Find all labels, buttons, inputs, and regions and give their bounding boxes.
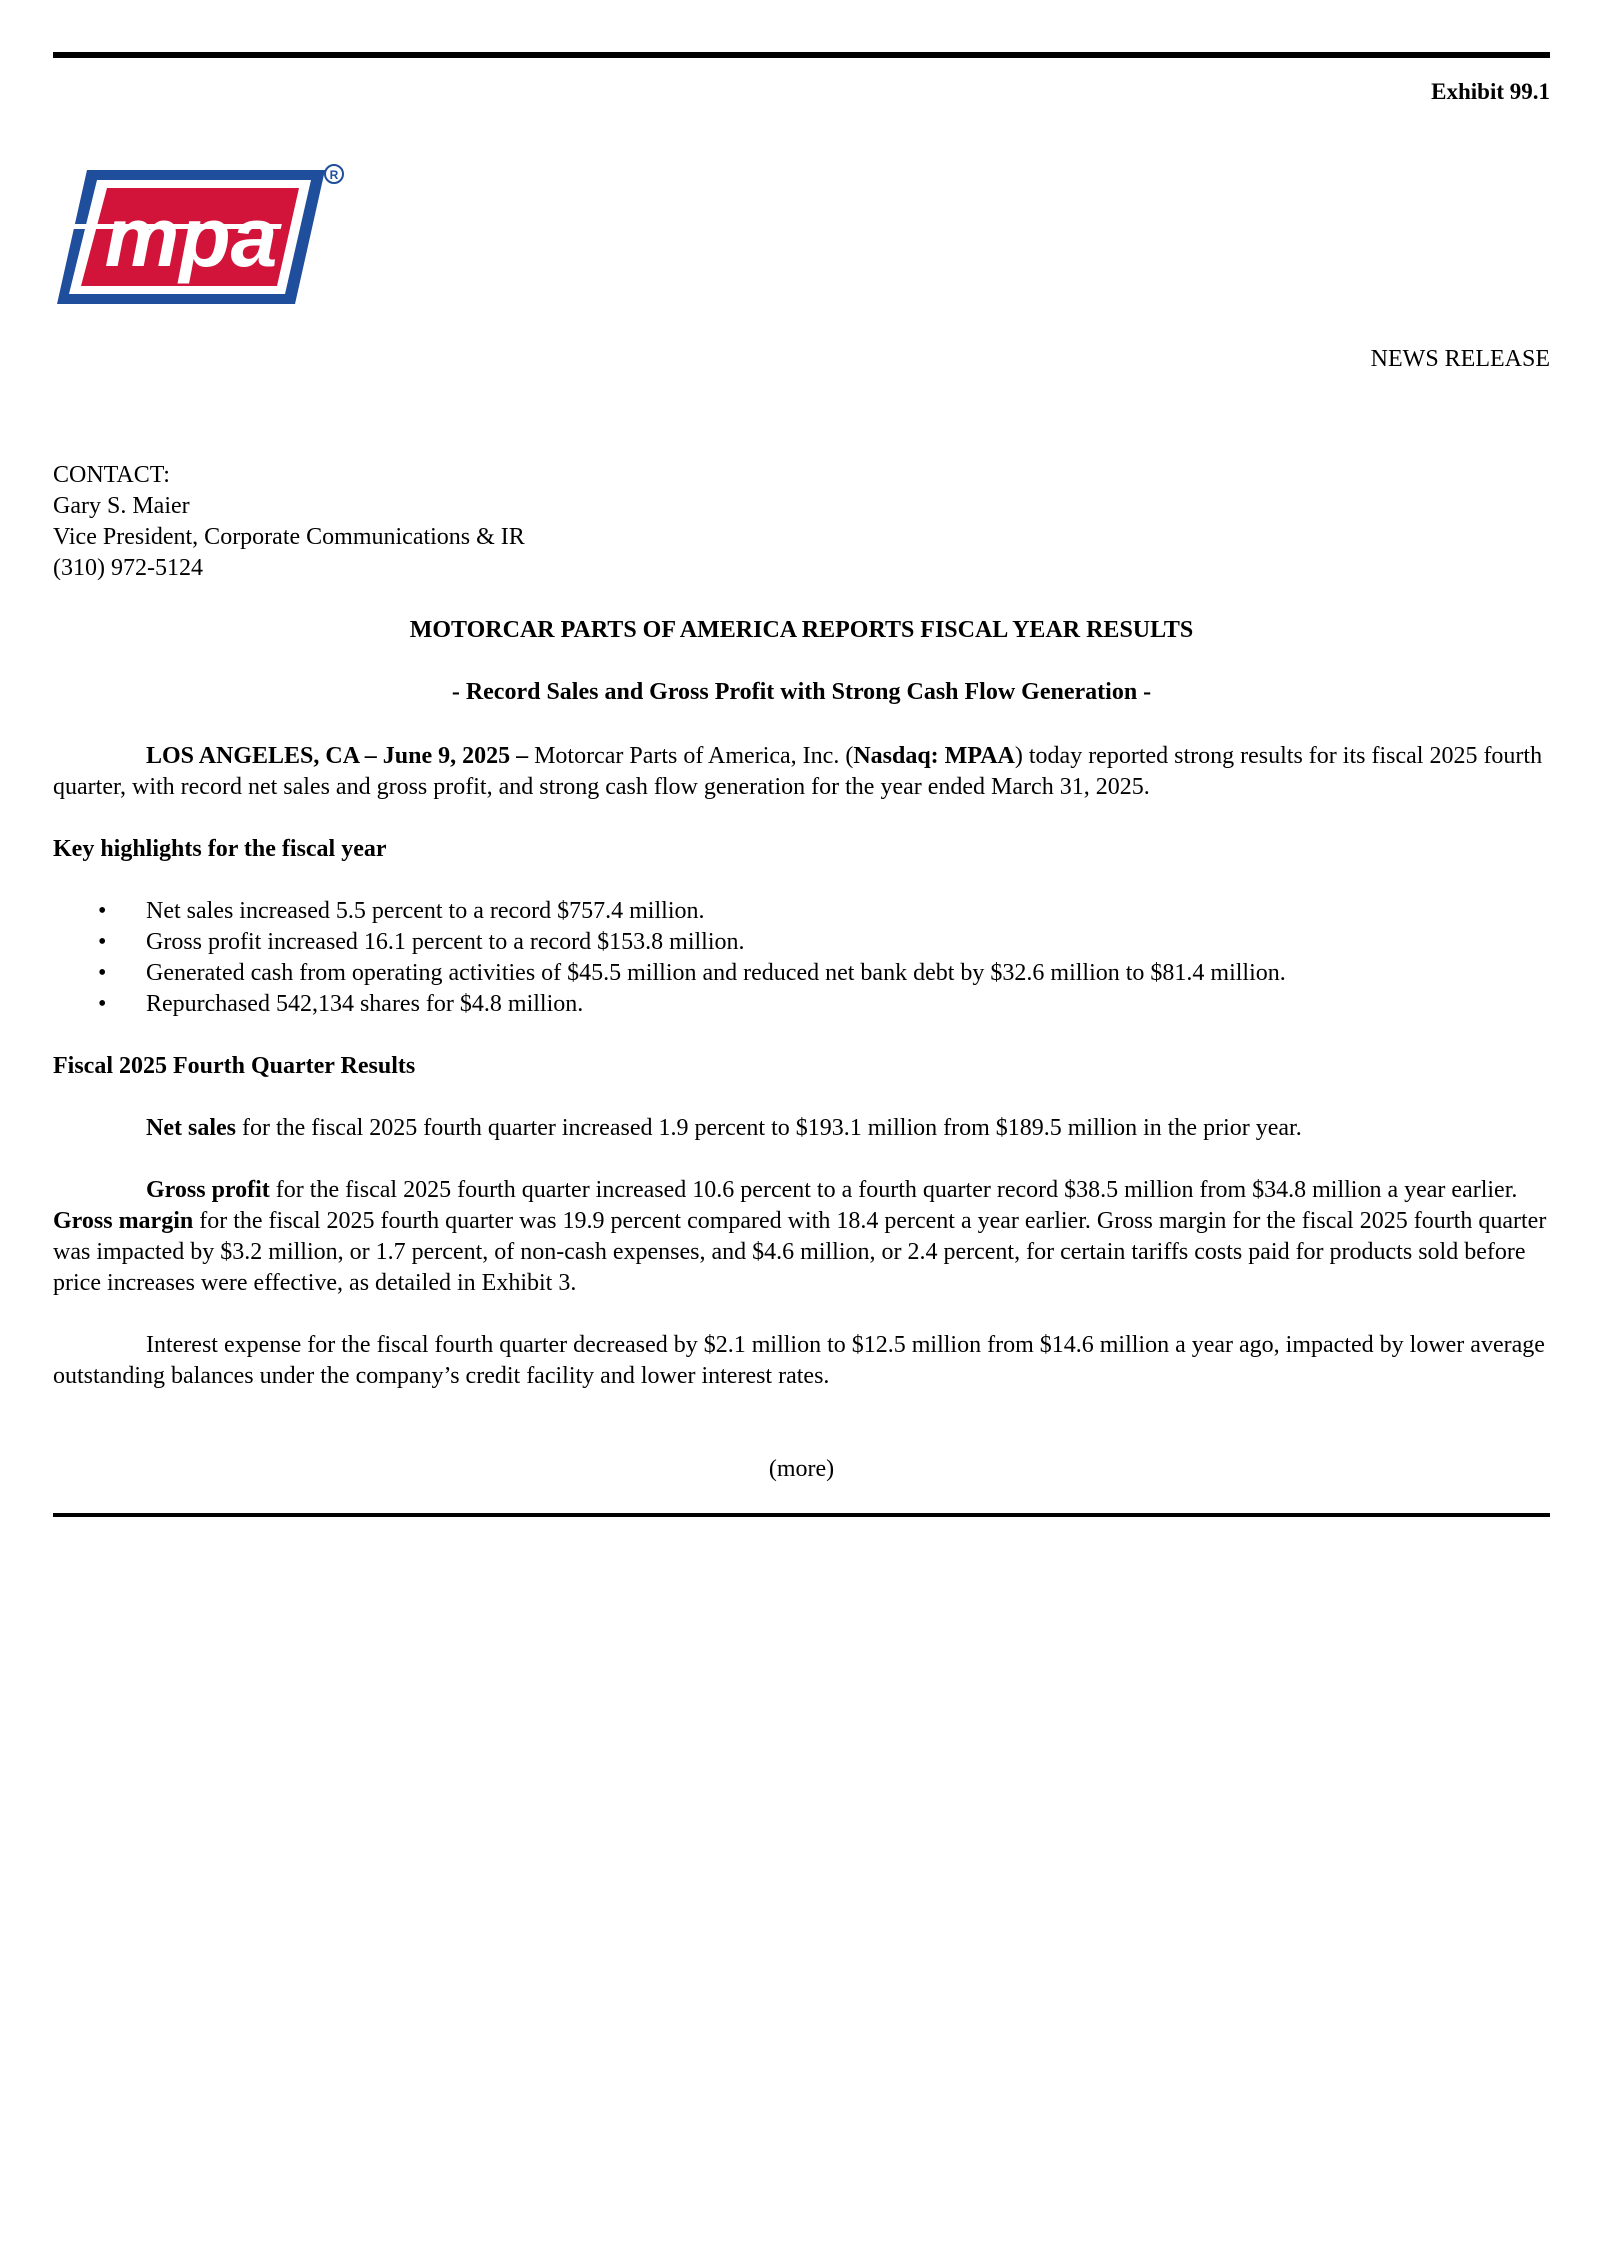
svg-text:R: R [329,168,339,182]
contact-name: Gary S. Maier [53,493,190,519]
news-release-label: NEWS RELEASE [1370,346,1550,372]
gross-profit-text: for the fiscal 2025 fourth quarter increased 10.6 percent to a fourth quarter record $38.5 million from $34.8 million a year earlier. [269,1177,1518,1203]
bullet-icon: • [98,929,107,955]
gross-profit-label: Gross profit [146,1177,270,1203]
gross-margin-label: Gross margin [53,1208,194,1234]
list-item [53,989,1550,1020]
intro-paragraph [53,741,1550,803]
contact-label: CONTACT: [53,462,170,488]
exhibit-label: Exhibit 99.1 [1431,79,1550,104]
bullet-icon: • [98,960,107,986]
contact-block [53,460,525,584]
highlight-text: Net sales increased 5.5 percent to a record $757.4 million. [146,898,705,924]
intro-text-1: Motorcar Parts of America, Inc. ( [528,743,854,769]
net-sales-label: Net sales [146,1115,236,1141]
list-item [53,958,1550,989]
gross-margin-text: for the fiscal 2025 fourth quarter was 19.9 percent compared with 18.4 percent a year earlier. Gross margin for the fiscal 2025 fourth quarter was impacted by $3.2 million, or 1.7 percent, of non-cash expenses, and $4.6 million, or 2.4 percent, for certain tariffs costs paid for products sold before price increases were effective, as detailed in Exhibit 3. [53,1208,1547,1296]
bullet-icon: • [98,898,107,924]
top-rule [53,52,1550,58]
q4-heading: Fiscal 2025 Fourth Quarter Results [53,1053,416,1079]
document-page [53,52,1550,1482]
highlight-text: Repurchased 542,134 shares for $4.8 million. [146,991,584,1017]
more-label: (more) [768,1456,835,1482]
headline-title: MOTORCAR PARTS OF AMERICA REPORTS FISCAL YEAR RESULTS [409,617,1194,643]
contact-phone: (310) 972-5124 [53,555,203,581]
list-item [53,896,1550,927]
mpa-logo [55,162,345,312]
highlights-heading: Key highlights for the fiscal year [53,836,387,862]
net-sales-paragraph [53,1113,1550,1144]
ticker: Nasdaq: MPAA [853,743,1015,769]
logo-text: mpa [104,190,278,284]
bottom-rule-wrap [53,1513,1550,1517]
highlights-list [53,896,1550,1020]
contact-title: Vice President, Corporate Communications & IR [53,524,525,550]
list-item [53,927,1550,958]
headline-subtitle: - Record Sales and Gross Profit with Strong Cash Flow Generation - [451,679,1152,705]
highlight-text: Gross profit increased 16.1 percent to a record $153.8 million. [146,929,745,955]
bullet-icon: • [98,991,107,1017]
highlight-text: Generated cash from operating activities of $45.5 million and reduced net bank debt by $32.6 million to $81.4 million. [146,960,1286,986]
release-body [53,741,1550,1423]
dateline: LOS ANGELES, CA – June 9, 2025 – [146,743,529,769]
intro-text-2: ) today reported strong results for its fiscal 2025 fourth quarter, with record net sales and gross profit, and strong cash flow generation for the year ended March 31, 2025. [53,743,1543,800]
gross-profit-paragraph [53,1175,1550,1299]
mpa-logo-graphic [55,162,345,312]
interest-paragraph: Interest expense for the fiscal fourth quarter decreased by $2.1 million to $12.5 million from $14.6 million a year ago, impacted by lower average outstanding balances under the company’s credit facility and lower interest rates. [53,1332,1545,1389]
bottom-rule [53,1513,1550,1517]
net-sales-text: for the fiscal 2025 fourth quarter increased 1.9 percent to $193.1 million from $189.5 million in the prior year. [235,1115,1302,1141]
